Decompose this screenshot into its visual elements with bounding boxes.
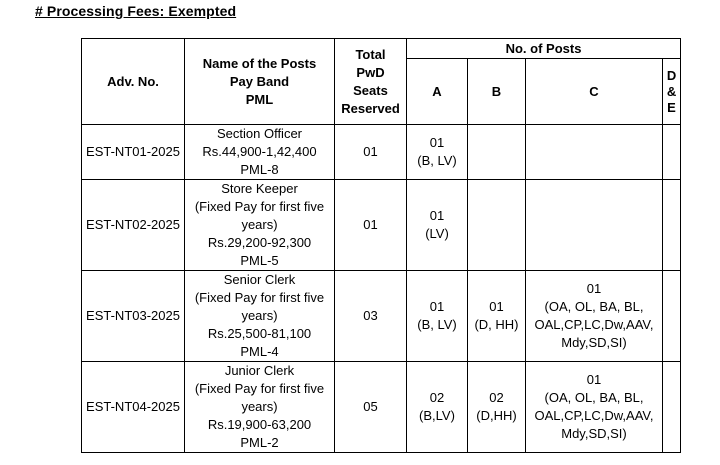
adv-no-cell: EST-NT03-2025 bbox=[82, 271, 185, 362]
total-seats-cell: 05 bbox=[335, 362, 407, 453]
category-a-cell: 01 (LV) bbox=[407, 180, 468, 271]
header-category-c: C bbox=[526, 59, 663, 125]
category-a-cell: 02 (B,LV) bbox=[407, 362, 468, 453]
adv-no-cell: EST-NT02-2025 bbox=[82, 180, 185, 271]
header-adv-no: Adv. No. bbox=[82, 39, 185, 125]
header-post-name: Name of the Posts Pay Band PML bbox=[185, 39, 335, 125]
category-c-cell: 01 (OA, OL, BA, BL, OAL,CP,LC,Dw,AAV, Mdy,SD,SI) bbox=[526, 271, 663, 362]
category-d-e-cell bbox=[663, 180, 681, 271]
category-a-cell: 01 (B, LV) bbox=[407, 271, 468, 362]
category-d-e-cell bbox=[663, 125, 681, 180]
header-no-of-posts: No. of Posts bbox=[407, 39, 681, 59]
category-b-cell: 02 (D,HH) bbox=[468, 362, 526, 453]
post-name-cell: Store Keeper (Fixed Pay for first five years) Rs.29,200-92,300 PML-5 bbox=[185, 180, 335, 271]
post-name-cell: Senior Clerk (Fixed Pay for first five years) Rs.25,500-81,100 PML-4 bbox=[185, 271, 335, 362]
post-name-cell: Junior Clerk (Fixed Pay for first five years) Rs.19,900-63,200 PML-2 bbox=[185, 362, 335, 453]
total-seats-cell: 01 bbox=[335, 125, 407, 180]
table-row bbox=[82, 125, 681, 180]
category-c-cell bbox=[526, 180, 663, 271]
header-category-d-e: D & E bbox=[663, 59, 681, 125]
table-row bbox=[82, 271, 681, 362]
total-seats-cell: 03 bbox=[335, 271, 407, 362]
category-c-cell bbox=[526, 125, 663, 180]
post-name-cell: Section Officer Rs.44,900-1,42,400 PML-8 bbox=[185, 125, 335, 180]
posts-table bbox=[81, 38, 681, 453]
category-d-e-cell bbox=[663, 362, 681, 453]
table-row bbox=[82, 180, 681, 271]
header-category-b: B bbox=[468, 59, 526, 125]
category-b-cell: 01 (D, HH) bbox=[468, 271, 526, 362]
total-seats-cell: 01 bbox=[335, 180, 407, 271]
category-b-cell bbox=[468, 180, 526, 271]
category-b-cell bbox=[468, 125, 526, 180]
category-a-cell: 01 (B, LV) bbox=[407, 125, 468, 180]
header-category-a: A bbox=[407, 59, 468, 125]
category-c-cell: 01 (OA, OL, BA, BL, OAL,CP,LC,Dw,AAV, Mdy,SD,SI) bbox=[526, 362, 663, 453]
adv-no-cell: EST-NT01-2025 bbox=[82, 125, 185, 180]
adv-no-cell: EST-NT04-2025 bbox=[82, 362, 185, 453]
header-total-pwd-seats: Total PwD Seats Reserved bbox=[335, 39, 407, 125]
category-d-e-cell bbox=[663, 271, 681, 362]
table-row bbox=[82, 362, 681, 453]
processing-fees-heading: # Processing Fees: Exempted bbox=[35, 3, 237, 19]
